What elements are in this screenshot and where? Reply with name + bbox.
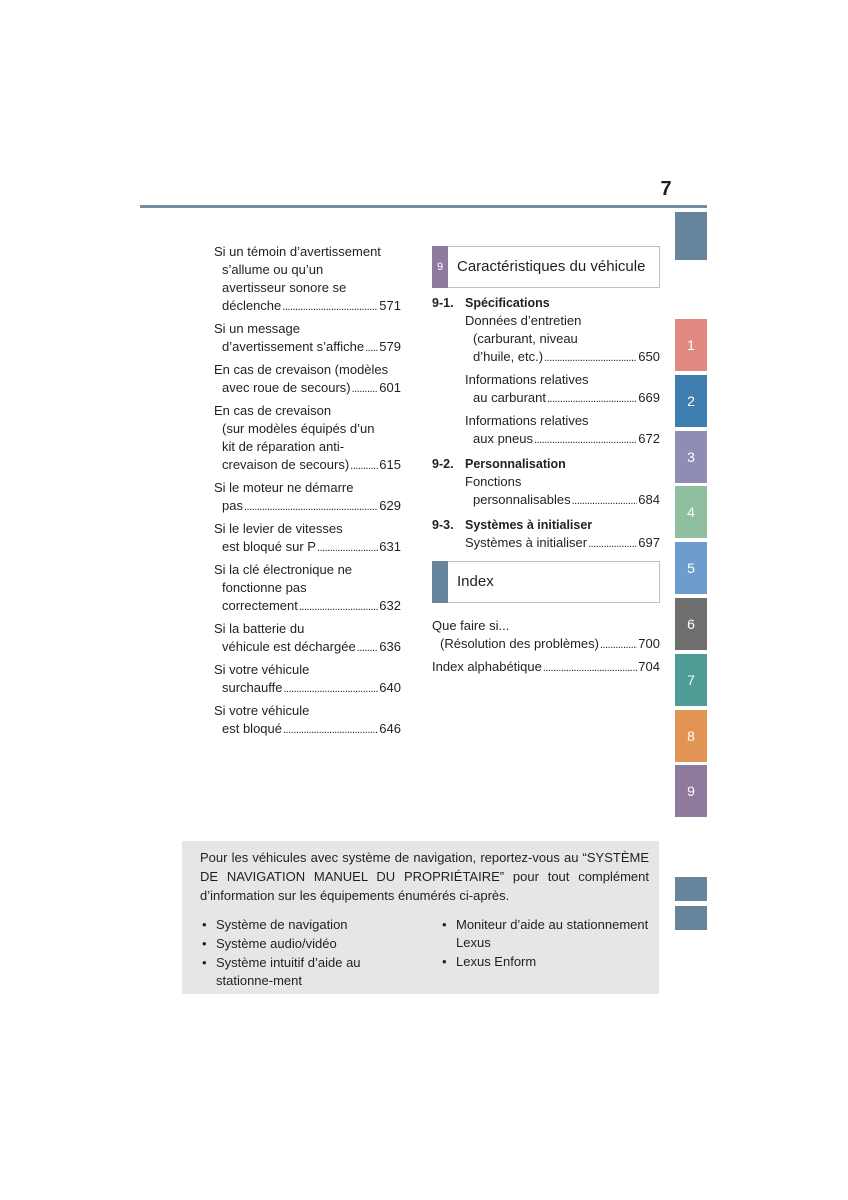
toc-entry-title: déclenche: [222, 298, 282, 313]
toc-entry-title: d’huile, etc.): [473, 349, 544, 364]
toc-entry-last-line: [465, 491, 660, 510]
page-ref: 700: [638, 636, 660, 651]
dot-leader: [282, 298, 378, 316]
toc-entry-line: Si un message: [214, 321, 300, 336]
page-number: 7: [660, 178, 672, 200]
page-ref: 631: [379, 539, 401, 554]
toc-entry-line: Que faire si...: [432, 618, 510, 633]
page-ref: 704: [638, 659, 660, 674]
subsection-number: 9-1.: [432, 296, 454, 310]
section-9-header[interactable]: [432, 246, 660, 288]
subsection-title: Spécifications: [465, 296, 550, 310]
chapter-tab-7[interactable]: 7: [675, 654, 707, 706]
toc-entry[interactable]: [214, 520, 401, 557]
toc-entry-line: Si votre véhicule: [214, 703, 310, 718]
chapter-tab-4[interactable]: 4: [675, 486, 707, 538]
dot-leader: [547, 390, 637, 408]
toc-entry[interactable]: [465, 473, 660, 510]
toc-entry-title: surchauffe: [222, 680, 283, 695]
toc-entry-title: Index alphabétique: [432, 659, 542, 674]
dot-leader: [244, 498, 378, 516]
toc-entry-title: avec roue de secours): [222, 380, 351, 395]
toc-entry-last-line: [432, 635, 660, 654]
toc-entry[interactable]: [214, 402, 401, 475]
toc-entry-line: (sur modèles équipés d’un: [222, 421, 375, 436]
page-ref: 601: [379, 380, 401, 395]
index-entries: [432, 617, 660, 677]
bullet-item: [442, 916, 652, 952]
toc-entry-title: d’avertissement s’affiche: [222, 339, 365, 354]
page-ref: 672: [638, 431, 660, 446]
chapter-tab-9[interactable]: 9: [675, 765, 707, 817]
dot-leader: [352, 380, 379, 398]
tab-contents-top[interactable]: [675, 212, 707, 260]
toc-entry-title: aux pneus: [473, 431, 533, 446]
index-marker: [432, 561, 448, 603]
bullet-glyph: •: [202, 917, 207, 932]
dot-leader: [317, 539, 378, 557]
page-ref: 632: [379, 598, 401, 613]
tab-index-1[interactable]: [675, 877, 707, 901]
page-ref: 684: [638, 492, 660, 507]
left-toc-column: [214, 243, 401, 743]
index-title: Index: [457, 573, 494, 590]
toc-entry-title: est bloqué: [222, 721, 282, 736]
bullet-text: Moniteur d’aide au stationnement Lexus: [456, 917, 649, 950]
toc-entry-line: Si un témoin d’avertissement: [214, 244, 381, 259]
bullet-text: Système audio/vidéo: [216, 936, 337, 951]
toc-entry-line: avertisseur sonore se: [222, 280, 347, 295]
bullet-text: Système intuitif d’aide au stationne-ment: [216, 955, 361, 988]
page-ref: 571: [379, 298, 401, 313]
right-toc-column: [432, 246, 660, 681]
index-section-header[interactable]: [432, 561, 660, 603]
dot-leader: [350, 457, 378, 475]
subsection-items: [432, 534, 660, 553]
toc-entry[interactable]: [214, 620, 401, 657]
bullet-item: [202, 916, 412, 934]
page-ref: 640: [379, 680, 401, 695]
page-ref: 650: [638, 349, 660, 364]
page-ref: 646: [379, 721, 401, 736]
section-9-marker: 9: [432, 246, 448, 288]
page-ref: 629: [379, 498, 401, 513]
bullet-list-left: [202, 916, 412, 991]
subsection-title: Systèmes à initialiser: [465, 518, 593, 532]
chapter-tab-5[interactable]: 5: [675, 542, 707, 594]
toc-entry-title: au carburant: [473, 390, 546, 405]
toc-entry-title: véhicule est déchargée: [222, 639, 356, 654]
toc-entry-title: personnalisables: [473, 492, 571, 507]
dot-leader: [283, 721, 378, 739]
toc-entry[interactable]: [214, 320, 401, 357]
dot-leader: [357, 639, 379, 657]
subsection-heading[interactable]: [432, 516, 660, 534]
toc-entry-title: correctement: [222, 598, 298, 613]
navigation-note-text: Pour les véhicules avec système de navigation, reportez-vous au “SYSTÈME DE NAVIGATION MANUEL DU PROPRIÉTAIRE” pour tout complément d’information sur les équipements énumérés ci-après.: [200, 850, 649, 903]
chapter-tab-6[interactable]: 6: [675, 598, 707, 650]
dot-leader: [544, 349, 637, 367]
toc-entry[interactable]: [465, 412, 660, 449]
toc-entry-line: En cas de crevaison: [214, 403, 332, 418]
section-9-title: Caractéristiques du véhicule: [457, 258, 646, 275]
toc-entry-last-line: [465, 430, 660, 449]
bullet-glyph: •: [202, 955, 207, 970]
bullet-glyph: •: [442, 954, 447, 969]
bullet-glyph: •: [442, 917, 447, 932]
toc-entry-last-line: [465, 389, 660, 408]
toc-entry[interactable]: [432, 617, 660, 654]
subsection-items: [432, 312, 660, 449]
chapter-tab-3[interactable]: 3: [675, 431, 707, 483]
toc-entry[interactable]: [214, 702, 401, 739]
toc-entry[interactable]: [214, 561, 401, 616]
page-ref: 669: [638, 390, 660, 405]
dot-leader: [283, 680, 378, 698]
toc-entry-line: Informations relatives: [465, 372, 589, 387]
toc-entry-line: Fonctions: [465, 474, 522, 489]
toc-entry-last-line: [214, 297, 401, 316]
dot-leader: [534, 431, 637, 449]
chapter-tab-8[interactable]: 8: [675, 710, 707, 762]
toc-entry-last-line: [214, 638, 401, 657]
bullet-item: [442, 953, 652, 971]
toc-entry-line: Si votre véhicule: [214, 662, 310, 677]
toc-entry-last-line: [465, 348, 660, 367]
chapter-tab-2[interactable]: 2: [675, 375, 707, 427]
subsection-items: [432, 473, 660, 510]
bullet-item: [202, 935, 412, 953]
page-ref: 697: [638, 535, 660, 550]
toc-entry-title: pas: [222, 498, 243, 513]
toc-entry[interactable]: [214, 479, 401, 516]
toc-entry[interactable]: [214, 361, 401, 398]
bullet-text: Système de navigation: [216, 917, 348, 932]
page-ref: 615: [379, 457, 401, 472]
toc-entry-title: (Résolution des problèmes): [440, 636, 599, 651]
toc-entry-last-line: [214, 679, 401, 698]
toc-entry-line: s’allume ou qu’un: [222, 262, 324, 277]
toc-entry-last-line: [214, 379, 401, 398]
toc-entry[interactable]: [465, 534, 660, 553]
toc-entry-title: crevaison de secours): [222, 457, 350, 472]
header-rule: [140, 205, 707, 208]
toc-entry[interactable]: [465, 371, 660, 408]
toc-entry-last-line: [214, 538, 401, 557]
dot-leader: [365, 339, 378, 357]
toc-entry-line: En cas de crevaison (modèles: [214, 362, 389, 377]
toc-entry[interactable]: [214, 243, 401, 316]
toc-entry-last-line: [214, 720, 401, 739]
dot-leader: [588, 535, 637, 553]
bullet-text: Lexus Enform: [456, 954, 537, 969]
toc-entry-last-line: [214, 338, 401, 357]
bullet-glyph: •: [202, 936, 207, 951]
subsection-heading[interactable]: [432, 294, 660, 312]
toc-entry-line: Si le levier de vitesses: [214, 521, 343, 536]
page-ref: 579: [379, 339, 401, 354]
dot-leader: [600, 636, 637, 654]
chapter-tab-1[interactable]: 1: [675, 319, 707, 371]
toc-entry[interactable]: [432, 658, 660, 677]
toc-entry-line: Informations relatives: [465, 413, 589, 428]
toc-entry-last-line: [432, 658, 660, 677]
toc-entry-line: fonctionne pas: [222, 580, 307, 595]
toc-entry-last-line: [465, 534, 660, 553]
toc-entry-line: kit de réparation anti-: [222, 439, 345, 454]
page-ref: 636: [379, 639, 401, 654]
bullet-item: [202, 954, 412, 990]
toc-entry-title: Systèmes à initialiser: [465, 535, 588, 550]
toc-entry-line: Si la batterie du: [214, 621, 305, 636]
subsection-heading[interactable]: [432, 455, 660, 473]
toc-entry-title: est bloqué sur P: [222, 539, 316, 554]
toc-entry-line: (carburant, niveau: [473, 331, 578, 346]
dot-leader: [572, 492, 638, 510]
toc-entry[interactable]: [465, 312, 660, 367]
dot-leader: [299, 598, 378, 616]
section-9-subsections: [432, 294, 660, 553]
toc-entry-line: Si la clé électronique ne: [214, 562, 353, 577]
bullet-list-right: [442, 916, 652, 972]
toc-entry[interactable]: [214, 661, 401, 698]
toc-entry-last-line: [214, 597, 401, 616]
subsection-number: 9-2.: [432, 457, 454, 471]
navigation-note-box: [182, 841, 659, 994]
toc-entry-last-line: [214, 456, 401, 475]
toc-entry-line: Si le moteur ne démarre: [214, 480, 354, 495]
toc-entry-line: Données d’entretien: [465, 313, 582, 328]
toc-entry-last-line: [214, 497, 401, 516]
subsection-title: Personnalisation: [465, 457, 566, 471]
subsection-number: 9-3.: [432, 518, 454, 532]
tab-index-2[interactable]: [675, 906, 707, 930]
dot-leader: [543, 659, 637, 677]
